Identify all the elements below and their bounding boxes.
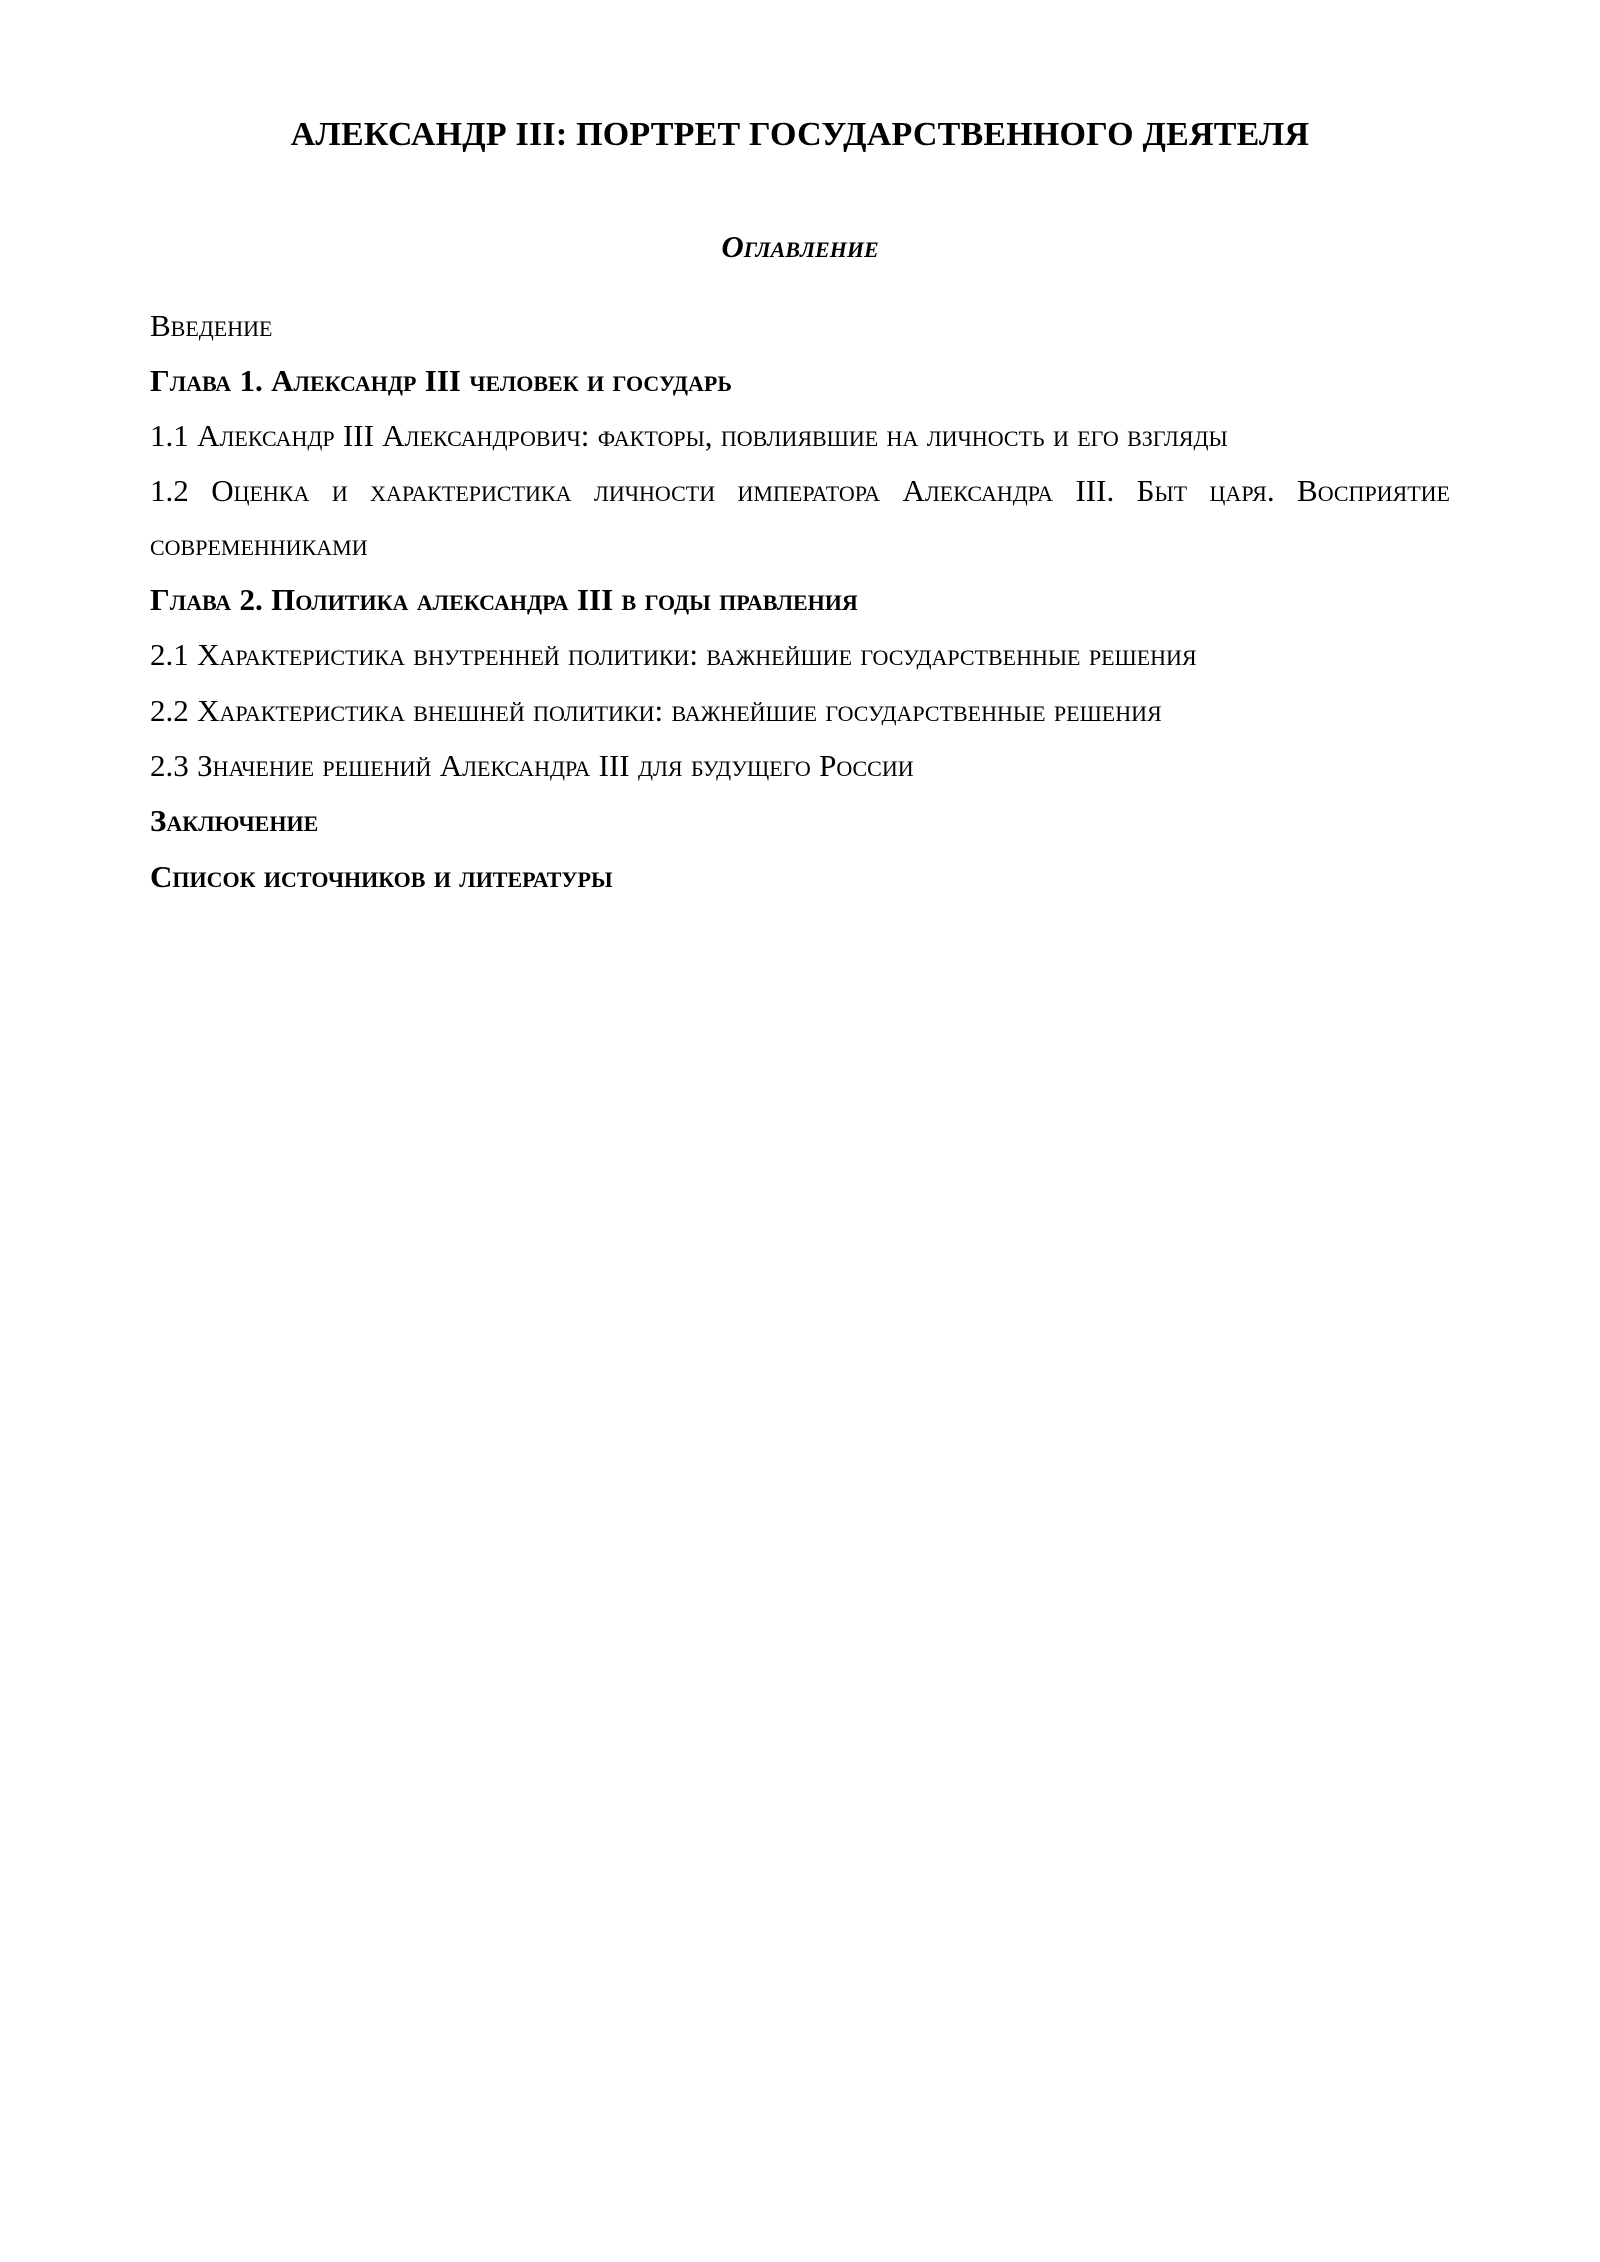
toc-entry-chapter-2[interactable]: Глава 2. Политика александра III в годы правления [150, 582, 858, 618]
toc-entry-section-2-1[interactable]: 2.1 Характеристика внутренней политики: важнейшие государственные решения [150, 637, 1197, 673]
toc-entry-conclusion[interactable]: Заключение [150, 803, 319, 839]
toc-entry-bibliography[interactable]: Список источников и литературы [150, 858, 613, 894]
toc-entry-section-1-1[interactable]: 1.1 Александр III Александрович: факторы, повлиявшие на личность и его взгляды [150, 418, 1228, 454]
toc-entry-section-2-3[interactable]: 2.3 Значение решений Александра III для будущего России [150, 748, 914, 783]
toc-entry-introduction[interactable]: Введение [150, 307, 273, 343]
toc-entry-section-2-2[interactable]: 2.2 Характеристика внешней политики: важнейшие государственные решения [150, 692, 1162, 728]
page-title: АЛЕКСАНДР III: ПОРТРЕТ ГОСУДАРСТВЕННОГО ДЕЯТЕЛЯ [290, 116, 1310, 153]
toc-entry-section-1-2[interactable]: 1.2 Оценка и характеристика личности императора Александра III. Быт царя. Восприятие современниками [150, 473, 1450, 562]
table-of-contents-heading: Оглавление [721, 228, 879, 264]
toc-entry-chapter-1[interactable]: Глава 1. Александр III человек и государь [150, 362, 732, 398]
table-of-contents-list [150, 299, 1450, 903]
